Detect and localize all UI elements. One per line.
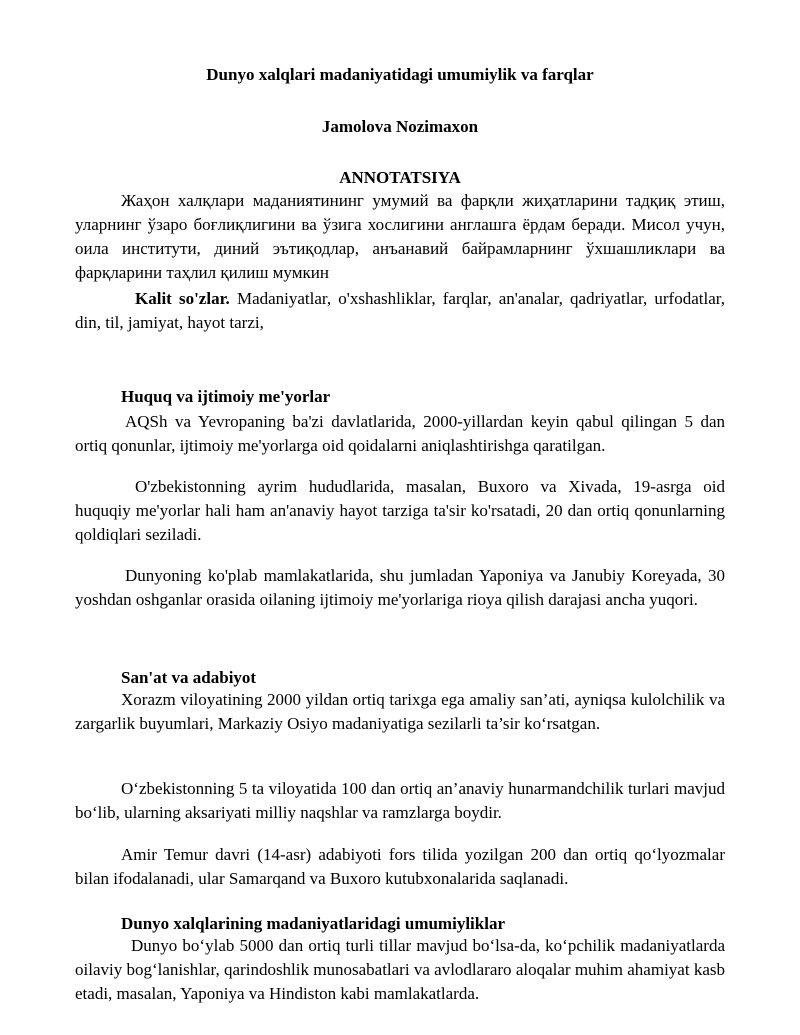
document-title: Dunyo xalqlari madaniyatidagi umumiylik va farqlar (206, 65, 594, 84)
section-heading: Dunyo xalqlarining madaniyatlaridagi umumiyliklar (121, 914, 505, 933)
annotation-text: Жаҳон халқлари маданиятининг умумий ва фарқли жиҳатларини тадқиқ этиш, уларнинг ўзаро боғлиқлигини ва ўзига хослигини англашга ёрдам беради. Мисол учун, оила институти, диний эътиқодлар, анъанавий байрамларнинг ўхшашликлари ва фарқларини таҳлил қилиш мумкин (75, 191, 725, 282)
annotation-heading: ANNOTATSIYA (339, 168, 461, 187)
section-heading: San'at va adabiyot (121, 668, 257, 687)
section-paragraph: O'zbekistonning ayrim hududlarida, masalan, Buxoro va Xivada, 19-asrga oid huquqiy me'yorlar hali ham an'anaviy hayot tarziga ta'sir ko'rsatadi, 20 dan ortiq qonunlarning qoldiqlari seziladi. (75, 477, 725, 544)
section-heading: Huquq va ijtimoiy me'yorlar (121, 387, 331, 406)
keywords-text: Madaniyatlar, o'xshashliklar, farqlar, an'analar, qadriyatlar, urfodatlar, din, til, jamiyat, hayot tarzi, (75, 289, 725, 332)
section-paragraph: Dunyo bo‘ylab 5000 dan ortiq turli tillar mavjud bo‘lsa-da, ko‘pchilik madaniyatlarda oilaviy bog‘lanishlar, qarindoshlik munosabatlari va avlodlararo aloqalar muhim ahamiyat kasb etadi, masalan, Yaponiya va Hindiston kabi mamlakatlarda. (75, 936, 725, 1003)
keywords-paragraph (75, 287, 725, 335)
section-paragraph: Xorazm viloyatining 2000 yildan ortiq tarixga ega amaliy san’ati, ayniqsa kulolchilik va zargarlik buyumlari, Markaziy Osiyo madaniyatiga sezilarli ta’sir ko‘rsatgan. (75, 690, 725, 733)
section-paragraph: Dunyoning ko'plab mamlakatlarida, shu jumladan Yaponiya va Janubiy Koreyada, 30 yoshdan oshganlar orasida oilaning ijtimoiy me'yorlariga rioya qilish darajasi ancha yuqori. (75, 566, 725, 609)
section-paragraph: O‘zbekistonning 5 ta viloyatida 100 dan ortiq an’anaviy hunarmandchilik turlari mavjud bo‘lib, ularning aksariyati milliy naqshlar va ramzlarga boydir. (75, 779, 725, 822)
section-paragraph: Amir Temur davri (14-asr) adabiyoti fors tilida yozilgan 200 dan ortiq qo‘lyozmalar bilan ifodalanadi, ular Samarqand va Buxoro kutubxonalarida saqlanadi. (75, 845, 725, 888)
author-name: Jamolova Nozimaxon (321, 117, 479, 136)
section-paragraph: AQSh va Yevropaning ba'zi davlatlarida, 2000-yillardan keyin qabul qilingan 5 dan ortiq qonunlar, ijtimoiy me'yorlarga oid qoidalarni aniqlashtirishga qaratilgan. (75, 412, 725, 455)
keywords-label: Kalit so'zlar. (135, 289, 230, 308)
